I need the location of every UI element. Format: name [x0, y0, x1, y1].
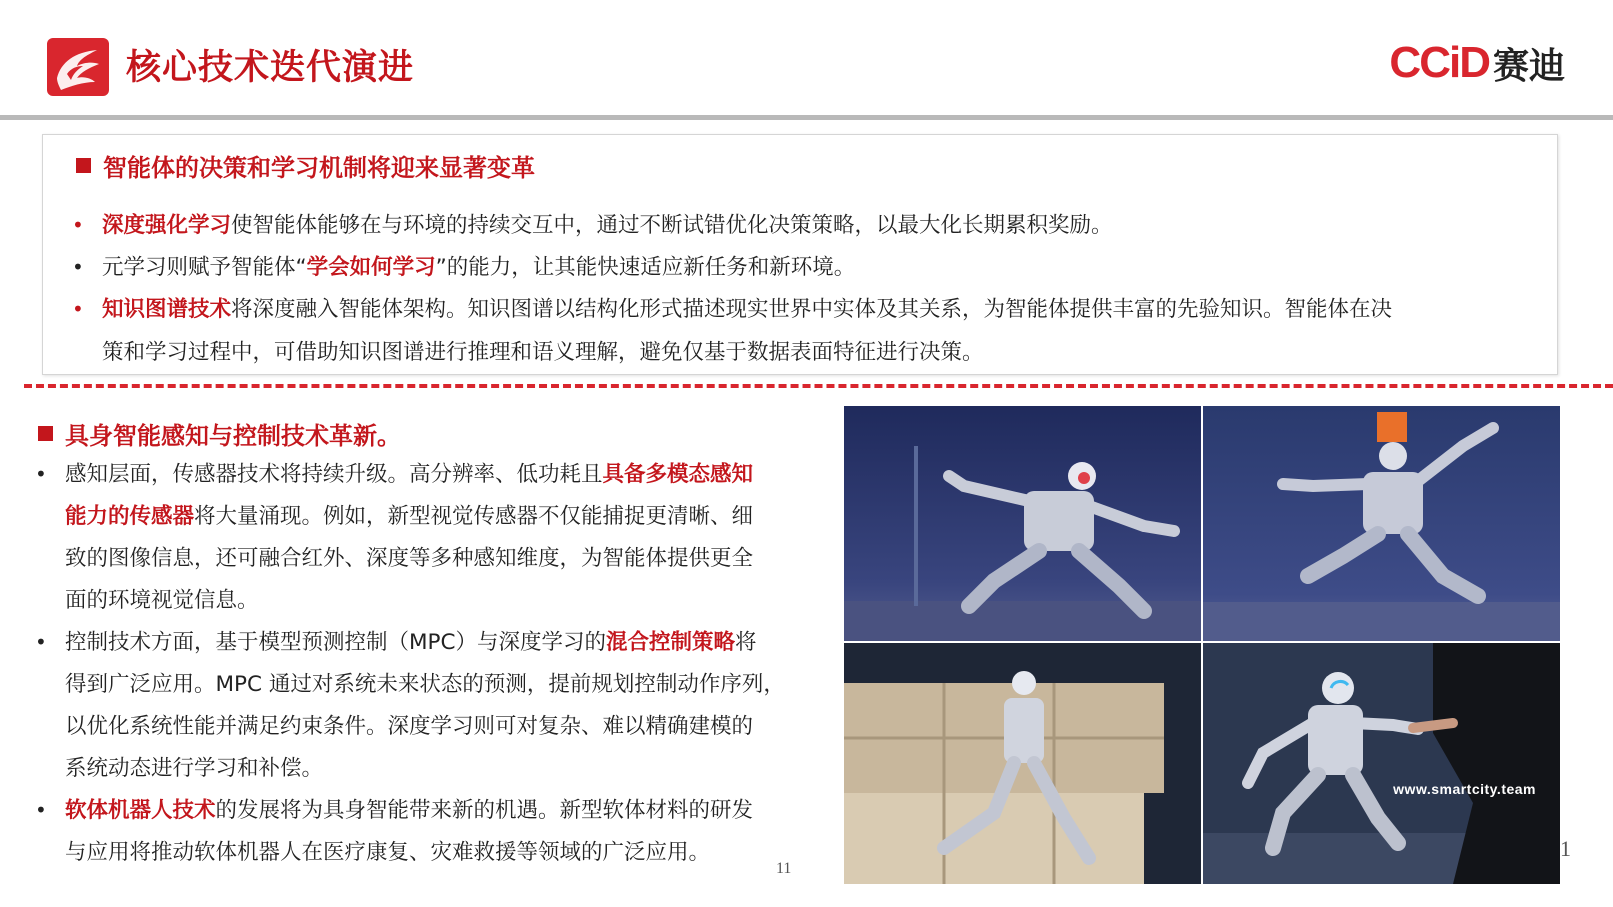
bullet-perception-l2 [65, 495, 835, 538]
bullet-dot-icon: • [35, 630, 47, 654]
photo-watermark: www.smartcity.team [1393, 781, 1536, 797]
bullet-text: 控制技术方面，基于模型预测控制（MPC）与深度学习的 [65, 630, 607, 655]
robot-photo-4 [1203, 643, 1560, 884]
brand-cn: 赛迪 [1492, 45, 1565, 87]
edge-page-number: 1 [1560, 836, 1571, 861]
highlight-text: 软体机器人技术 [65, 798, 216, 823]
bullet-dot-icon: • [72, 213, 84, 237]
bullet-text: 使智能体能够在与环境的持续交互中，通过不断试错优化决策策略，以最大化长期累积奖励。 [231, 213, 1113, 238]
bullet-text: 与应用将推动软体机器人在医疗康复、灾难救援等领域的广泛应用。 [65, 840, 711, 865]
dashed-separator [24, 384, 1613, 388]
bullet-knowledge-graph-cont [102, 331, 1522, 374]
bullet-text: 系统动态进行学习和补偿。 [65, 756, 324, 781]
robot-photo-1 [844, 406, 1201, 641]
bullet-text-post: ”的能力，让其能快速适应新任务和新环境。 [435, 255, 856, 280]
highlight-text: 混合控制策略 [606, 630, 736, 655]
page-title: 核心技术迭代演进 [126, 48, 415, 88]
section-heading-decision [76, 148, 535, 183]
bullet-control-l4 [65, 747, 840, 790]
bullet-control-l1 [35, 621, 840, 664]
bullet-dot-icon: • [72, 255, 84, 279]
section-heading-embodied [38, 416, 401, 451]
bullet-text-pre: 元学习则赋予智能体“ [102, 255, 307, 280]
bullet-meta-learning [72, 246, 1522, 289]
bullet-dot-icon: • [35, 462, 47, 486]
bullet-perception-l1 [35, 453, 835, 496]
section-heading-text: 智能体的决策和学习机制将迎来显著变革 [103, 154, 535, 182]
bullet-dot-icon: • [35, 798, 47, 822]
bullet-text: 的发展将为具身智能带来新的机遇。新型软体材料的研发 [215, 798, 754, 823]
bullet-perception-l4 [65, 579, 835, 622]
bullet-perception-l3 [65, 537, 835, 580]
bullet-control-l3 [65, 705, 840, 748]
bullet-dot-icon: • [72, 297, 84, 321]
phoenix-logo-icon [47, 38, 109, 96]
bullet-text: 面的环境视觉信息。 [65, 588, 259, 613]
bullet-soft-robot-l2 [65, 831, 840, 874]
bullet-text-line2: 策和学习过程中，可借助知识图谱进行推理和语义理解，避免仅基于数据表面特征进行决策。 [102, 340, 984, 365]
robot-photo-collage [844, 406, 1560, 884]
highlight-text: 能力的传感器 [65, 504, 195, 529]
bullet-soft-robot-l1 [35, 789, 840, 832]
bullet-text: 致的图像信息，还可融合红外、深度等多种感知维度，为智能体提供更全 [65, 546, 754, 571]
red-square-icon [38, 426, 53, 441]
highlight-text: 具备多模态感知 [602, 462, 754, 487]
bullet-text: 将 [735, 630, 757, 655]
bullet-knowledge-graph [72, 288, 1542, 331]
brand-latin: CCiD [1389, 38, 1489, 87]
bullet-text: 感知层面，传感器技术将持续升级。高分辨率、低功耗且 [65, 462, 603, 487]
red-square-icon [76, 158, 91, 173]
bullet-control-l2 [65, 663, 840, 706]
bullet-deep-rl [72, 204, 1522, 247]
section-heading-text: 具身智能感知与控制技术革新。 [65, 422, 401, 450]
header-divider [0, 115, 1613, 120]
robot-photo-2 [1203, 406, 1560, 641]
highlight-text: 深度强化学习 [102, 213, 232, 238]
highlight-text: 学会如何学习 [306, 255, 436, 280]
page-number: 11 [776, 860, 792, 877]
brand-logo [1389, 38, 1565, 88]
robot-photo-3 [844, 643, 1201, 884]
bullet-text: 将大量涌现。例如，新型视觉传感器不仅能捕捉更清晰、细 [194, 504, 754, 529]
bullet-text: 以优化系统性能并满足约束条件。深度学习则可对复杂、难以精确建模的 [65, 714, 754, 739]
bullet-text: 得到广泛应用。MPC 通过对系统未来状态的预测，提前规划控制动作序列， [65, 672, 785, 697]
highlight-text: 知识图谱技术 [102, 297, 232, 322]
bullet-text-line1: 将深度融入智能体架构。知识图谱以结构化形式描述现实世界中实体及其关系，为智能体提供丰富的先验知识。智能体在决 [231, 297, 1393, 322]
